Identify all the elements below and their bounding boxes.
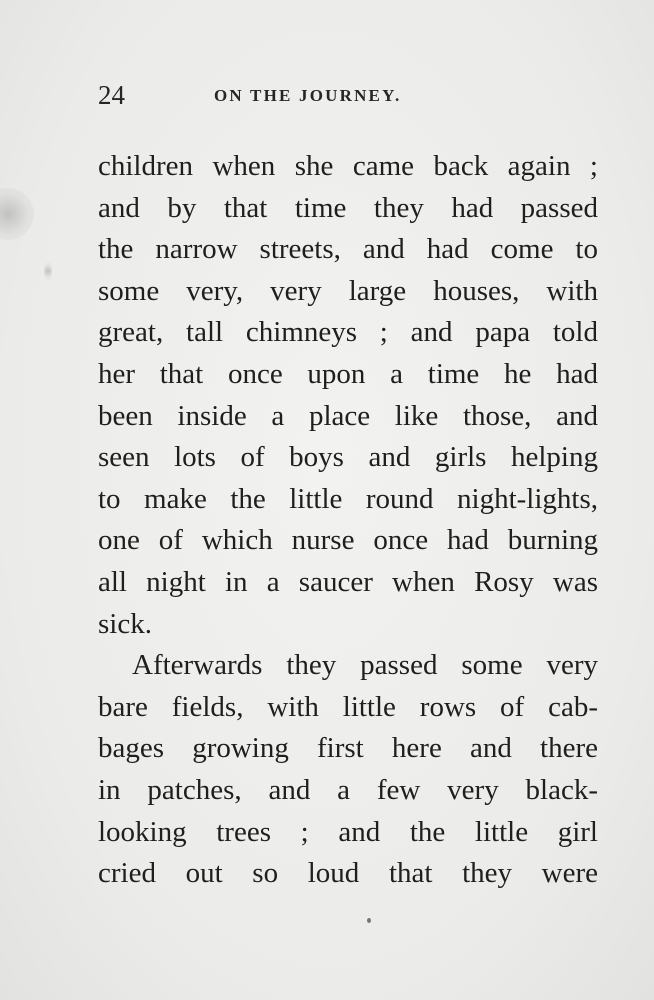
text-line: to make the little round night-lights, bbox=[98, 482, 598, 515]
text-line: great, tall chimneys ; and papa told bbox=[98, 316, 598, 349]
running-head: ON THE JOURNEY. bbox=[214, 86, 402, 105]
text-line: seen lots of boys and girls helping bbox=[98, 441, 598, 474]
text-line: bages growing first here and there bbox=[98, 732, 598, 765]
text-line: Afterwards they passed some very bbox=[132, 649, 598, 682]
text-line: all night in a saucer when Rosy was bbox=[98, 565, 598, 598]
page-header bbox=[98, 80, 598, 114]
text-line: been inside a place like those, and bbox=[98, 399, 598, 432]
text-line: looking trees ; and the little girl bbox=[98, 815, 598, 848]
text-line: and by that time they had passed bbox=[98, 191, 598, 224]
text-line: in patches, and a few very black- bbox=[98, 773, 598, 806]
text-line: children when she came back again ; bbox=[98, 150, 598, 182]
body-text bbox=[98, 146, 598, 895]
text-line: cried out so loud that they were bbox=[98, 857, 598, 890]
text-line: bare fields, with little rows of cab- bbox=[98, 690, 598, 723]
text-line: the narrow streets, and had come to bbox=[98, 233, 598, 266]
text-line: her that once upon a time he had bbox=[98, 357, 598, 390]
text-line: one of which nurse once had burning bbox=[98, 524, 598, 557]
text-line: sick. bbox=[98, 607, 152, 640]
text-line: some very, very large houses, with bbox=[98, 274, 598, 307]
ink-speck bbox=[367, 918, 371, 923]
page-stain bbox=[0, 188, 34, 240]
page-number: 24 bbox=[98, 80, 125, 110]
page-stain bbox=[44, 262, 52, 280]
